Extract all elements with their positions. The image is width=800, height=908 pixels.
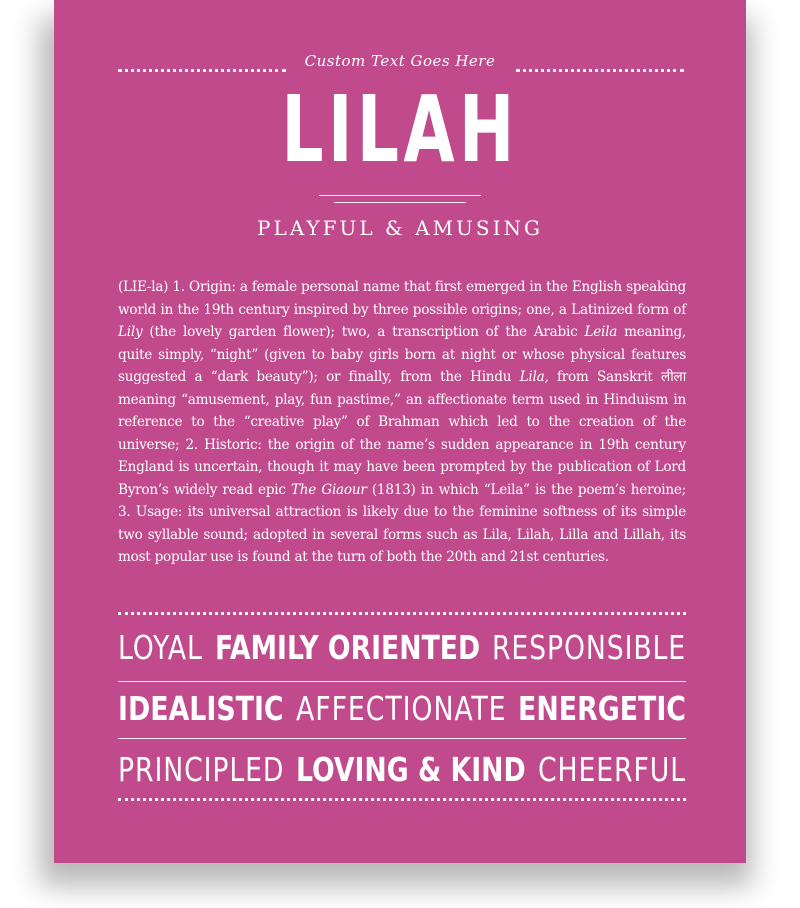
trait: CHEERFUL — [538, 750, 687, 789]
definition-italic: Leila — [584, 324, 618, 340]
name-definition — [118, 276, 686, 569]
traits-row-1 — [118, 624, 686, 672]
definition-text: , from Sanskrit लीला meaning “amusement, play, fun pastime,” an affectionate term used in Hinduism in reference to the “creative play” of Brahman which led to the creation of the universe; 2. Historic: the origin of the name’s sudden appearance in 19th century England is uncertain, though it may have been prompted by the publication of Lord Byron’s widely read epic — [118, 369, 686, 498]
definition-text: meaning, quite simply, “night” (given to baby girls born at night or whose physical features suggested a “dark beauty”); or finally, from the Hindu — [118, 324, 686, 385]
poster-name: LILAH — [281, 76, 519, 183]
trait: ENERGETIC — [518, 689, 687, 728]
trait: RESPONSIBLE — [491, 628, 686, 667]
definition-text: (1813) in which “Leila” is the poem’s heroine; 3. Usage: its universal attraction is likely due to the feminine softness of its simple two syllable sound; adopted in several forms such as Lila, Lilah, Lilla and Lillah, its most popular use is found at the turn of both the 20th and 21st centuries. — [118, 481, 686, 565]
definition-text: (the lovely garden flower); two, a transcription of the Arabic — [142, 324, 585, 340]
traits-row-2 — [118, 685, 686, 733]
trait: LOVING & KIND — [296, 750, 527, 789]
trait: PRINCIPLED — [118, 750, 285, 789]
traits-dotted-bottom — [118, 798, 686, 801]
traits-dotted-top — [118, 612, 686, 615]
traits-divider-2 — [118, 738, 686, 739]
name-rule-bottom — [334, 202, 466, 203]
name-meaning: PLAYFUL & AMUSING — [257, 216, 543, 240]
traits-divider-1 — [118, 681, 686, 682]
name-rule-top — [319, 195, 481, 196]
trait: LOYAL — [118, 628, 203, 667]
trait: FAMILY ORIENTED — [214, 628, 480, 667]
definition-text: (LIE-la) 1. Origin: a female personal name that first emerged in the English speaking world in the 19th century inspired by three possible origins; one, a Latinized form of — [118, 279, 686, 318]
definition-italic: Lila — [519, 369, 545, 385]
definition-italic: The Giaour — [290, 481, 367, 498]
custom-text: Custom Text Goes Here — [304, 52, 496, 70]
traits-row-3 — [118, 746, 686, 794]
trait: IDEALISTIC — [118, 689, 284, 728]
trait: AFFECTIONATE — [295, 689, 507, 728]
definition-italic: Lily — [118, 324, 143, 340]
name-poster — [54, 0, 746, 863]
